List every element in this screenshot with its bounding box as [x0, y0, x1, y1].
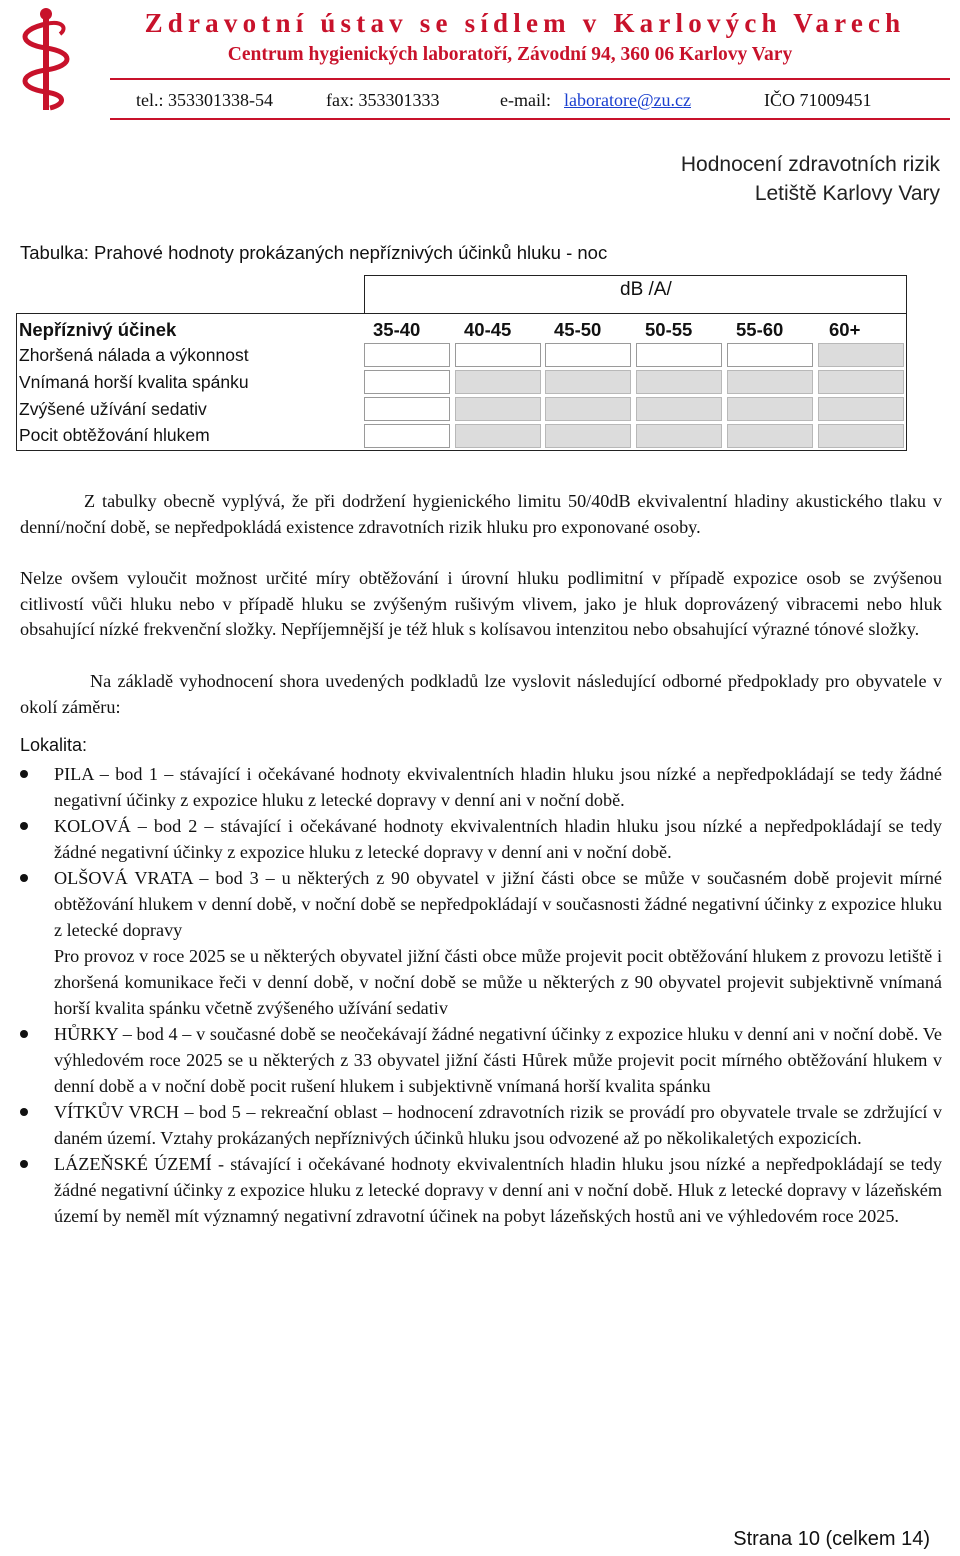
- table-row-label: Pocit obtěžování hlukem: [19, 425, 210, 445]
- company-id: IČO 71009451: [764, 90, 872, 110]
- contact-line: [136, 90, 936, 112]
- table-row-label: Vnímaná horší kvalita spánku: [19, 372, 249, 392]
- locality-text: VÍTKŮV VRCH – bod 5 – rekreační oblast – hodnocení zdravotních rizik se provádí pro obyvatele trvale se zdržující v daném území. Vztahy prokázaných nepříznivých účinků hluku jsou odvozené až po několikaletých expozicích.: [54, 1102, 942, 1148]
- table-cell: [455, 343, 541, 367]
- effect-column-header: Nepříznivý účinek: [19, 319, 177, 340]
- laboratory-address: Centrum hygienických laboratoří, Závodní 94, 360 06 Karlovy Vary: [227, 44, 793, 65]
- page-number: Strana 10 (celkem 14): [733, 1528, 930, 1550]
- table-cell: [545, 424, 631, 448]
- locality-list: [20, 761, 942, 1229]
- table-row-label: Zhoršená nálada a výkonnost: [19, 345, 249, 365]
- document-title: Hodnocení zdravotních rizik: [680, 153, 940, 176]
- organization-name: Zdravotní ústav se sídlem v Karlových Varech: [144, 8, 906, 38]
- table-cell: [818, 370, 904, 394]
- table-cell: [455, 370, 541, 394]
- table-cell: [727, 397, 813, 421]
- column-header: 60+: [829, 319, 861, 340]
- table-cell: [636, 343, 722, 367]
- caduceus-icon: [10, 6, 82, 114]
- locality-text: HŮRKY – bod 4 – v současné době se neočekávají žádné negativní účinky z expozice hluku v denní ani v noční době. Ve výhledovém roce 2025 se u některých z 33 obyvatel jižní části Hůrek může projevit pocit mírného obtěžování hlukem v denní době a v noční době pocit rušení hlukem i subjektivně vnímaná horší kvalita spánku: [54, 1024, 942, 1096]
- table-cell: [818, 424, 904, 448]
- list-item: [20, 1099, 942, 1151]
- noise-threshold-table: [16, 275, 907, 451]
- column-header: 35-40: [373, 319, 421, 340]
- email-label: e-mail:: [500, 90, 551, 110]
- document-subtitle: Letiště Karlovy Vary: [754, 182, 940, 205]
- paragraph: Nelze ovšem vyloučit možnost určité míry obtěžování i úrovní hluku podlimitní v případě expozice osob se zvýšenou citlivostí vůči hluku nebo v případě hluku se zvýšeným rušivým vlivem, jako je hluk doprovázený vibracemi nebo hluk obsahující nízké frekvenční složky. Nepříjemnější je též hluk s kolísavou intenzitou nebo obsahující výrazné tónové složky.: [20, 568, 942, 640]
- table-row-label: Zvýšené užívání sedativ: [19, 399, 207, 419]
- phone-number: tel.: 353301338-54: [136, 90, 273, 110]
- list-item: [20, 865, 942, 1021]
- table-cell: [545, 397, 631, 421]
- fax-number: fax: 353301333: [326, 90, 440, 110]
- table-cell: [727, 370, 813, 394]
- paragraph: Na základě vyhodnocení shora uvedených podkladů lze vyslovit následující odborné předpoklady pro obyvatele v okolí záměru:: [20, 671, 942, 717]
- table-caption: Tabulka: Prahové hodnoty prokázaných nepříznivých účinků hluku - noc: [20, 242, 608, 263]
- bullet-icon: [20, 1108, 28, 1116]
- bullet-icon: [20, 874, 28, 882]
- locality-text: PILA – bod 1 – stávající i očekávané hodnoty ekvivalentních hladin hluku jsou nízké a nepředpokládají se tedy žádné negativní účinky z expozice hluku z letecké dopravy v denní ani v noční době.: [54, 764, 942, 810]
- column-header: 45-50: [554, 319, 602, 340]
- paragraph: Z tabulky obecně vyplývá, že při dodržení hygienického limitu 50/40dB ekvivalentní hladiny akustického tlaku v denní/noční době, se nepředpokládá existence zdravotních rizik hluku pro exponované osoby.: [20, 491, 942, 537]
- locality-text: KOLOVÁ – bod 2 – stávající i očekávané hodnoty ekvivalentních hladin hluku jsou nízké a nepředpokládají se tedy žádné negativní účinky z expozice hluku z letecké dopravy v denní ani v noční době.: [54, 816, 942, 862]
- email-link[interactable]: laboratore@zu.cz: [564, 90, 692, 110]
- table-cell: [545, 370, 631, 394]
- header-divider-bottom: [110, 118, 950, 120]
- locality-extra-text: Pro provoz v roce 2025 se u některých obyvatel jižní části obce může projevit pocit obtěžování hlukem z provozu letiště i zhoršená komunikace řeči v denní době, v noční době se může u některých z 90 obyvatel projevit subjektivně vnímaná horší kvalita spánku včetně zvýšeného užívání sedativ: [54, 946, 942, 1018]
- list-item: [20, 813, 942, 865]
- table-cell: [818, 397, 904, 421]
- unit-label: dB /A/: [620, 279, 672, 300]
- table-cell: [636, 424, 722, 448]
- bullet-icon: [20, 822, 28, 830]
- column-header: 55-60: [736, 319, 784, 340]
- table-cell: [636, 397, 722, 421]
- table-cell: [455, 397, 541, 421]
- table-cell: [455, 424, 541, 448]
- list-item: [20, 1151, 942, 1229]
- locality-text: LÁZEŇSKÉ ÚZEMÍ - stávající i očekávané hodnoty ekvivalentních hladin hluku jsou nízké a nepředpokládají se tedy žádné negativní účinky z expozice hluku z letecké dopravy v denní ani v noční době. Hluk z letecké dopravy v lázeňském území by neměl mít významný negativní zdravotní účinek na pobyt lázeňských hostů ani ve výhledovém roce 2025.: [54, 1154, 942, 1226]
- header-divider: [110, 78, 950, 80]
- bullet-icon: [20, 1030, 28, 1038]
- column-header: 40-45: [464, 319, 512, 340]
- table-cell: [364, 370, 450, 394]
- table-cell: [364, 343, 450, 367]
- table-cell: [636, 370, 722, 394]
- list-item: [20, 1021, 942, 1099]
- table-cell: [364, 397, 450, 421]
- table-cell: [818, 343, 904, 367]
- table-cell: [545, 343, 631, 367]
- bullet-icon: [20, 1160, 28, 1168]
- list-item: [20, 761, 942, 813]
- column-header: 50-55: [645, 319, 693, 340]
- locality-text: OLŠOVÁ VRATA – bod 3 – u některých z 90 obyvatel v jižní části obce se může v současném době projevit mírné obtěžování hlukem v denní době, v noční době se nepředpokládají v současnosti žádné negativní účinky z expozice hluku z letecké dopravy: [54, 868, 942, 940]
- bullet-icon: [20, 770, 28, 778]
- table-cell: [727, 343, 813, 367]
- table-cell: [727, 424, 813, 448]
- table-cell: [364, 424, 450, 448]
- letterhead: [0, 0, 960, 122]
- locality-label: Lokalita:: [20, 735, 88, 755]
